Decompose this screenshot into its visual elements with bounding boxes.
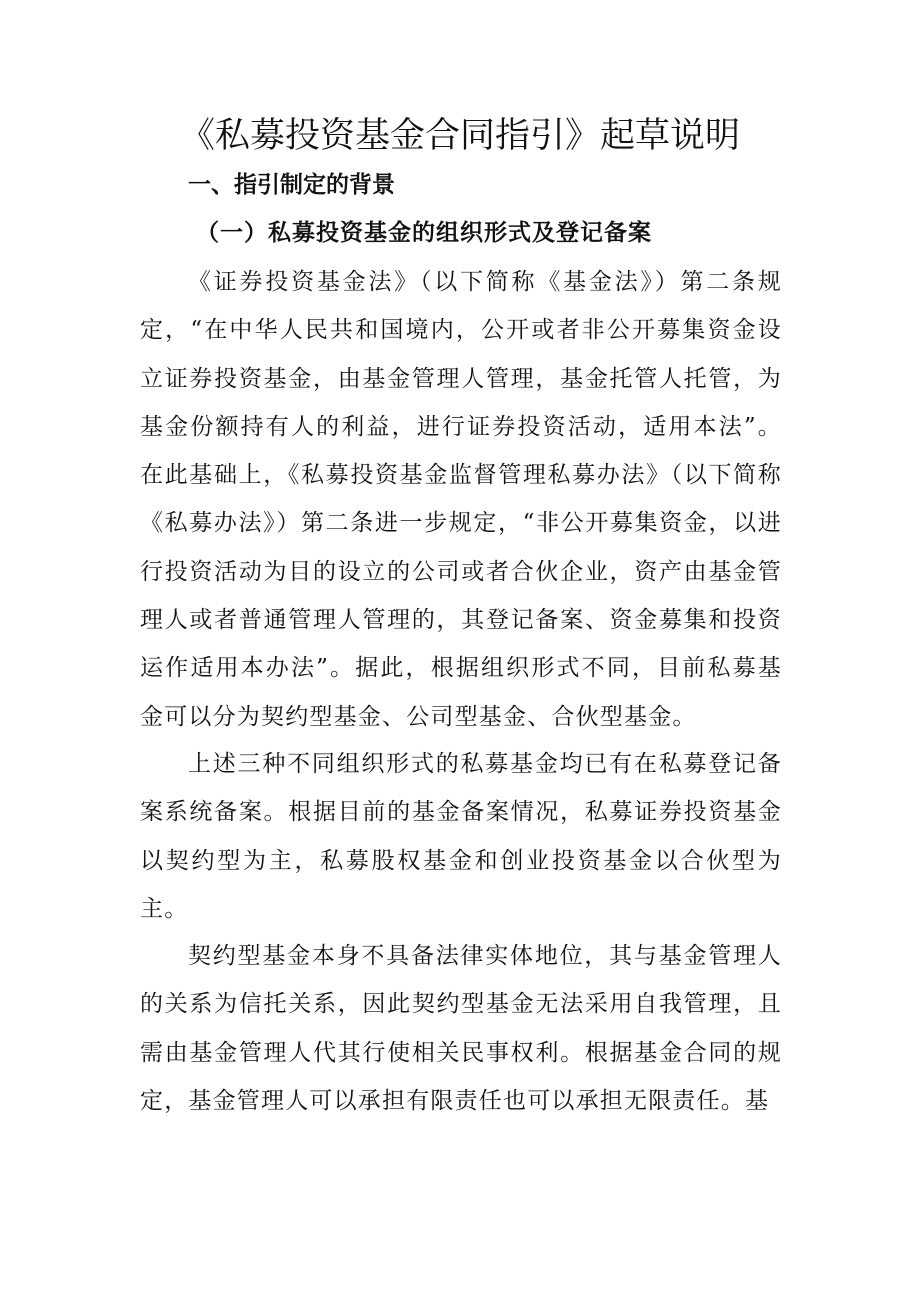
paragraph-3: 契约型基金本身不具备法律实体地位，其与基金管理人的关系为信托关系，因此契约型基金无法采用自我管理，且需由基金管理人代其行使相关民事权利。根据基金合同的规定，基金管理人可以承担有限责任也可以承担无限责任。基 (140, 943, 782, 1114)
document-title: 《私募投资基金合同指引》起草说明 (179, 116, 740, 156)
section-heading: 一、指引制定的背景 (188, 172, 395, 198)
paragraph-2: 上述三种不同组织形式的私募基金均已有在私募登记备案系统备案。根据目前的基金备案情况，私募证券投资基金以契约型为主，私募股权基金和创业投资基金以合伙型为主。 (140, 751, 782, 922)
subsection-heading: （一）私募投资基金的组织形式及登记备案 (196, 219, 652, 246)
paragraph-1: 《证券投资基金法》（以下简称《基金法》）第二条规定，“在中华人民共和国境内，公开或者非公开募集资金设立证券投资基金，由基金管理人管理，基金托管人托管，为基金份额持有人的利益，进行证券投资活动，适用本法”。在此基础上，《私募投资基金监督管理私募办法》（以下简称《私募办法》）第二条进一步规定，“非公开募集资金，以进行投资活动为目的设立的公司或者合伙企业，资产由基金管理人或者普通管理人管理的，其登记备案、资金募集和投资运作适用本办法”。据此，根据组织形式不同，目前私募基金可以分为契约型基金、公司型基金、合伙型基金。 (140, 269, 782, 730)
